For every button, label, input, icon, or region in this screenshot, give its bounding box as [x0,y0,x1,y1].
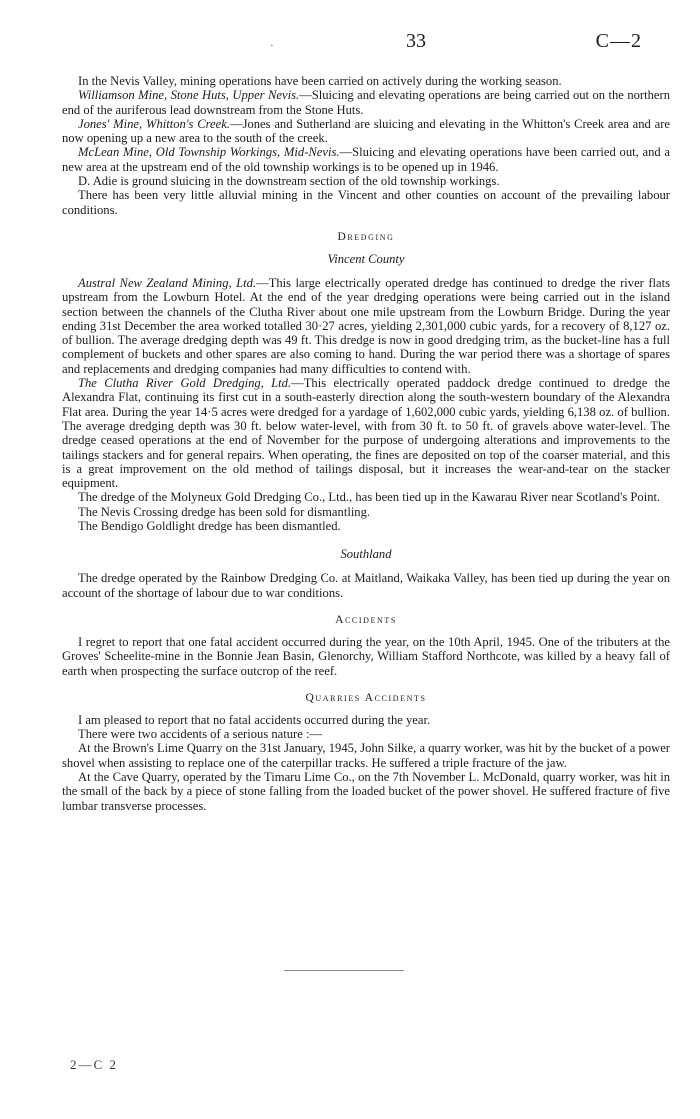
paragraph: Williamson Mine, Stone Huts, Upper Nevis.—Sluicing and elevating operations are being carried out on the northern end of the auriferous lead downstream from the Stone Huts. [62,88,671,117]
paragraph: There were two accidents of a serious nature :— [78,727,323,742]
nevis-section [62,74,670,217]
paragraph: McLean Mine, Old Township Workings, Mid-Nevis.—Sluicing and elevating operations have been carried out, and a new area at the upstream end of the old township workings is to be opened up in 1946. [62,145,670,174]
subheading-southland: Southland [340,547,392,562]
stray-mark: · [270,40,274,52]
paragraph: There has been very little alluvial mining in the Vincent and other counties on account of the prevailing labour conditions. [62,188,670,217]
section-heading-accidents: Accidents [335,613,397,626]
paragraph: The dredge operated by the Rainbow Dredging Co. at Maitland, Waikaka Valley, has been tied up during the year on account of the shortage of labour due to war conditions. [62,571,670,600]
paragraph: In the Nevis Valley, mining operations have been carried on actively during the working season. [78,74,562,88]
paragraph: The Nevis Crossing dredge has been sold for dismantling. [78,504,371,519]
paragraph: Jones' Mine, Whitton's Creek.—Jones and Sutherland are sluicing and elevating in the Whitton's Creek area and are now opening up a new area to the south of the creek. [62,116,671,146]
paragraph: At the Cave Quarry, operated by the Timaru Lime Co., on the 7th November L. McDonald, quarry worker, was hit in the small of the back by a piece of stone falling from the loaded bucket of the power shovel. He suffered fracture of five lumbar transverse processes. [62,769,670,813]
page-header [62,0,670,74]
paragraph: Austral New Zealand Mining, Ltd.—This large electrically operated dredge has continued to dredge the river flats upstream from the Lowburn Hotel. At the end of the year dredging operations were being carried out in the island section between the channels of the Clutha River about one mile upstream from the Lowburn Bridge. During the year ending 31st December the area worked totalled 30·27 acres, yielding 2,301,000 cubic yards, for a recovery of 8,127 oz. of bullion. The average dredging depth was 49 ft. This dredge is now in good dredging trim, as the bucket-line has a full complement of buckets and other spares are also coming to hand. During the war period there was a shortage of spares and replacements and dredging companies had many difficulties to contend with. [62,275,671,376]
page-number: 33 [406,30,426,52]
section-heading-dredging: Dredging [337,230,395,243]
paragraph: At the Brown's Lime Quarry on the 31st January, 1945, John Silke, a quarry worker, was hit by the bucket of a power shovel when assisting to replace one of the caterpillar tracks. He suffered a triple fracture of the jaw. [62,741,670,770]
paragraph: I am pleased to report that no fatal accidents occurred during the year. [78,712,431,727]
vincent-section [62,276,670,533]
paragraph: The Bendigo Goldlight dredge has been dismantled. [78,519,341,534]
section-heading-quarries-accidents: Quarries Accidents [305,691,427,704]
paragraph: The dredge of the Molyneux Gold Dredging Co., Ltd., has been tied up in the Kawarau River near Scotland's Point. [78,490,661,505]
subheading-vincent-county: Vincent County [327,251,405,266]
document-code: C—2 [595,30,642,52]
paragraph: The Clutha River Gold Dredging, Ltd.—This electrically operated paddock dredge continued to dredge the Alexandra Flat, continuing its first cut in a south-easterly direction along the south-western boundary of the Alexandra Flat area. During the year 14·5 acres were dredged for a yardage of 1,602,000 cubic yards, yielding 6,138 oz. of bullion. The average dredging depth was 30 ft. below water-level, with from 30 ft. to 50 ft. of gravels above water-level. The dredge ceased operations at the end of November for the purpose of undergoing alterations and improvements to the tailings stackers and for general repairs. When operating, the fines are deposited on top of the coarser material, and this is a great improvement on the old method of tailings disposal, but it increases the wear-and-tear on the stacker equipment. [62,376,670,491]
paragraph: D. Adie is ground sluicing in the downstream section of the old township workings. [78,174,500,189]
closing-rule [284,970,404,971]
signature-mark: 2—C 2 [70,1057,118,1072]
paragraph: I regret to report that one fatal accident occurred during the year, on the 10th April, 1945. One of the tributers at the Groves' Scheelite-mine in the Bonnie Jean Basin, Glenorchy, William Stafford Northcote, was killed by a heavy fall of earth when prospecting the surface outcrop of the reef. [62,634,670,678]
